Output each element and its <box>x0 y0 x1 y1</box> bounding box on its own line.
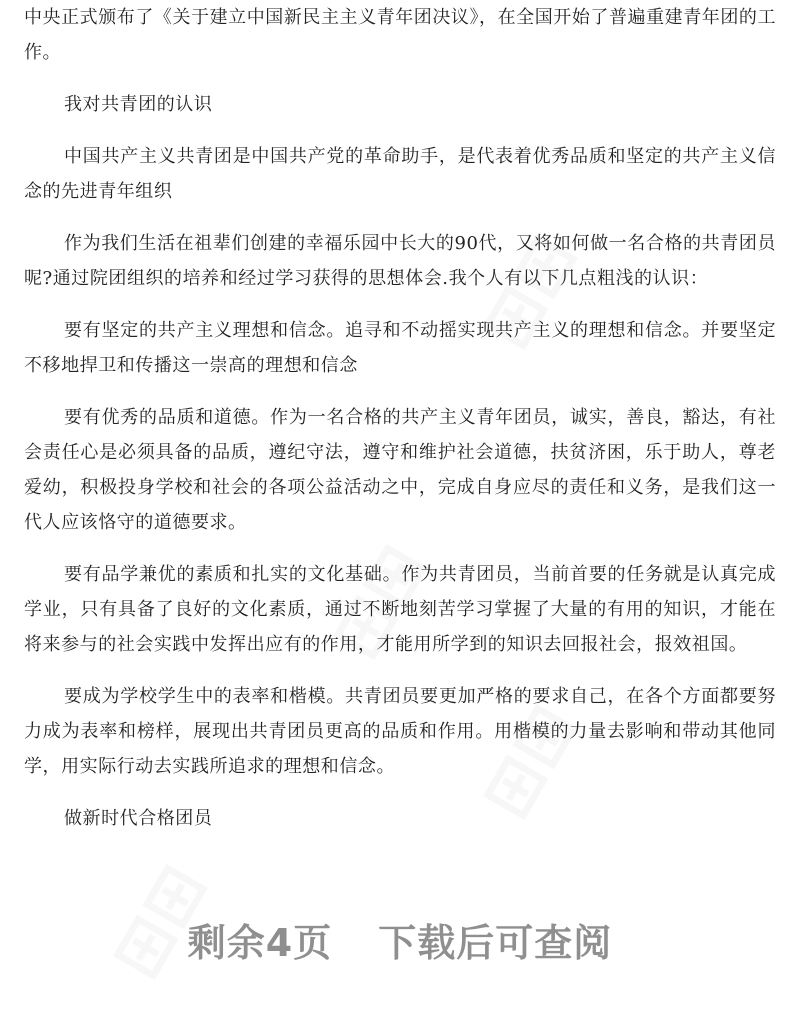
remaining-pages-label: 剩余4页 <box>187 921 333 965</box>
paragraph: 作为我们生活在祖辈们创建的幸福乐园中长大的90代，又将如何做一名合格的共青团员呢?通过院团组织的培养和经过学习获得的思想体会.我个人有以下几点粗浅的认识： <box>24 233 776 289</box>
paragraph: 要成为学校学生中的表率和楷模。共青团员要更加严格的要求自己，在各个方面都要努力成为表率和榜样，展现出共青团员更高的品质和作用。用楷模的力量去影响和带动其他同学，用实际行动去实践所追求的理想和信念。 <box>24 686 776 777</box>
paragraph: 要有品学兼优的素质和扎实的文化基础。作为共青团员，当前首要的任务就是认真完成学业，只有具备了良好的文化素质，通过不断地刻苦学习掌握了大量的有用的知识，才能在将来参与的社会实践中发挥出应有的作用，才能用所学到的知识去回报社会，报效祖国。 <box>24 564 776 655</box>
paragraph: 要有坚定的共产主义理想和信念。追寻和不动摇实现共产主义的理想和信念。并要坚定不移地捍卫和传播这一崇高的理想和信念 <box>24 320 776 376</box>
paragraph: 要有优秀的品质和道德。作为一名合格的共产主义青年团员，诚实，善良，豁达，有社会责任心是必须具备的品质，遵纪守法，遵守和维护社会道德，扶贫济困，乐于助人，尊老爱幼，积极投身学校和社会的各项公益活动之中，完成自身应尽的责任和义务，是我们这一代人应该恪守的道德要求。 <box>24 407 776 533</box>
watermark-logo: ⊞⊞ <box>93 849 224 993</box>
paragraph: 中央正式颁布了《关于建立中国新民主主义青年团决议》，在全国开始了普遍重建青年团的工作。 <box>24 7 776 63</box>
closing-line: 做新时代合格团员 <box>64 808 213 829</box>
document-body <box>24 0 776 836</box>
section-heading: 我对共青团的认识 <box>64 94 213 115</box>
download-to-view-label: 下载后可查阅 <box>378 921 613 965</box>
watermark-logo: ⊞⊞ <box>463 689 594 833</box>
paragraph: 中国共产主义共青团是中国共产党的革命助手，是代表着优秀品质和坚定的共产主义信念的先进青年组织 <box>24 146 776 202</box>
watermark-logo: ⊞⊞ <box>313 529 444 673</box>
watermark-logo: ⊞⊞ <box>463 219 594 363</box>
download-prompt-banner[interactable] <box>0 912 800 967</box>
